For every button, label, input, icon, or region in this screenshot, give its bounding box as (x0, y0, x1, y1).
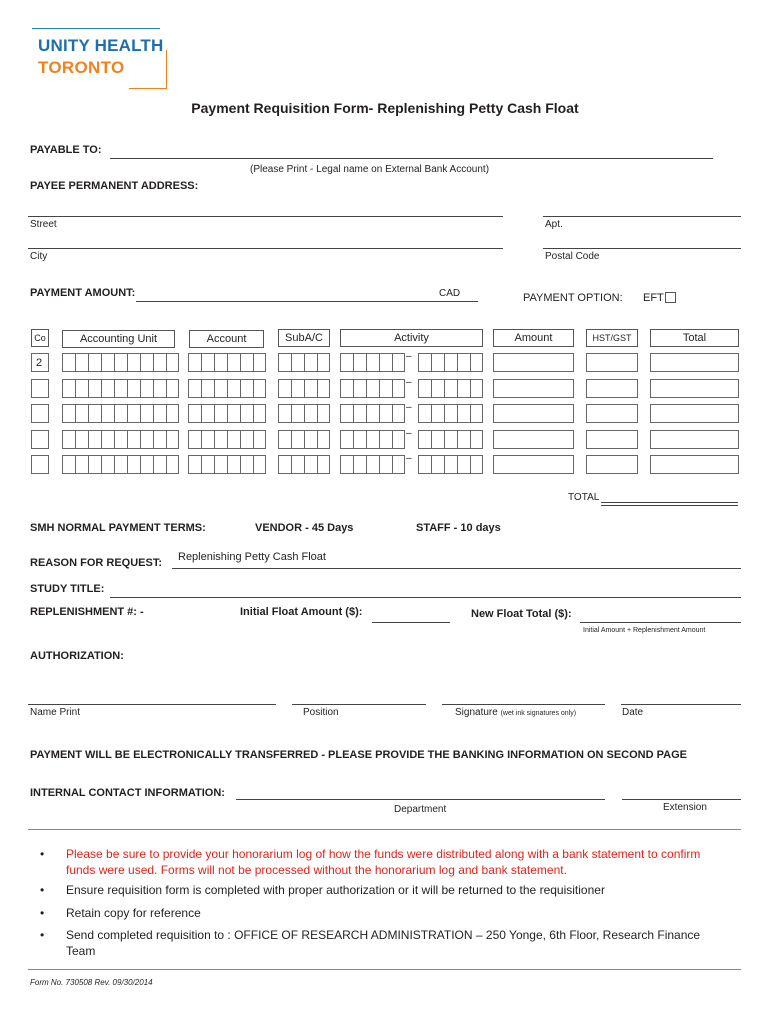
accounting-unit-cell[interactable] (101, 430, 114, 449)
hst-gst-cell[interactable] (586, 379, 638, 398)
row-5-account (188, 455, 266, 474)
accounting-unit-cell[interactable] (166, 353, 179, 372)
name-print-label: Name Print (30, 707, 81, 718)
activity-a-cell[interactable] (366, 379, 379, 398)
suba-c-cell[interactable] (304, 353, 317, 372)
accounting-unit-cell[interactable] (62, 353, 75, 372)
payment-terms-label: SMH NORMAL PAYMENT TERMS: (30, 522, 206, 534)
accounting-unit-cell[interactable] (140, 379, 153, 398)
header-hst-gst: HST/GST (586, 329, 638, 347)
signature-label: Signature (wet ink signatures only) (455, 707, 577, 718)
account-cell[interactable] (201, 353, 214, 372)
co-cell[interactable] (31, 455, 49, 474)
account-cell[interactable] (201, 404, 214, 423)
replenishment-label: REPLENISHMENT #: - (30, 606, 144, 618)
row-2-suba-c (278, 379, 330, 398)
row-2-accounting-unit (62, 379, 179, 398)
amount-cell[interactable] (493, 455, 574, 474)
accounting-unit-cell[interactable] (101, 455, 114, 474)
department-label: Department (394, 804, 447, 815)
extension-field[interactable] (622, 799, 741, 800)
co-cell[interactable] (31, 430, 49, 449)
signature-field[interactable] (442, 704, 605, 705)
total-cell[interactable] (650, 455, 739, 474)
accounting-unit-cell[interactable] (140, 353, 153, 372)
logo-line-2: TORONTO (38, 58, 125, 77)
activity-a-cell[interactable] (340, 430, 353, 449)
account-cell[interactable] (253, 455, 266, 474)
account-cell[interactable] (188, 379, 201, 398)
initial-float-field[interactable] (372, 622, 450, 623)
hst-gst-cell[interactable] (586, 455, 638, 474)
account-cell[interactable] (188, 353, 201, 372)
account-cell[interactable] (227, 379, 240, 398)
activity-b-cell[interactable] (470, 430, 483, 449)
account-cell[interactable] (201, 430, 214, 449)
new-float-field[interactable] (580, 622, 741, 623)
suba-c-cell[interactable] (304, 430, 317, 449)
accounting-unit-cell[interactable] (153, 430, 166, 449)
account-cell[interactable] (214, 404, 227, 423)
header-accounting-unit: Accounting Unit (62, 330, 175, 348)
divider-top (28, 829, 741, 830)
accounting-unit-cell[interactable] (62, 455, 75, 474)
activity-a-cell[interactable] (392, 430, 405, 449)
account-cell[interactable] (240, 379, 253, 398)
bullet-1: • (40, 847, 45, 861)
row-2-activity-a (340, 379, 405, 398)
accounting-unit-cell[interactable] (88, 430, 101, 449)
city-label: City (30, 251, 48, 262)
suba-c-cell[interactable] (291, 430, 304, 449)
hst-gst-cell[interactable] (586, 430, 638, 449)
suba-c-cell[interactable] (278, 404, 291, 423)
account-cell[interactable] (227, 353, 240, 372)
total-field[interactable] (601, 502, 738, 503)
header-total: Total (650, 329, 739, 347)
row-5-total (650, 455, 739, 474)
row-3-activity-b (418, 404, 483, 423)
accounting-unit-cell[interactable] (127, 455, 140, 474)
row-4-co (31, 430, 49, 449)
activity-a-cell[interactable] (379, 353, 392, 372)
postal-code-field[interactable] (543, 248, 741, 249)
float-formula: Initial Amount + Replenishment Amount (583, 627, 706, 634)
account-cell[interactable] (253, 404, 266, 423)
suba-c-cell[interactable] (317, 430, 330, 449)
apt-field[interactable] (543, 216, 741, 217)
row-1-accounting-unit (62, 353, 179, 372)
accounting-unit-cell[interactable] (62, 430, 75, 449)
account-cell[interactable] (227, 430, 240, 449)
accounting-unit-cell[interactable] (127, 379, 140, 398)
accounting-unit-cell[interactable] (101, 404, 114, 423)
row-4-hst-gst (586, 430, 638, 449)
hst-gst-cell[interactable] (586, 404, 638, 423)
payable-to-label: PAYABLE TO: (30, 144, 102, 156)
account-cell[interactable] (201, 455, 214, 474)
activity-a-cell[interactable] (340, 455, 353, 474)
activity-b-cell[interactable] (470, 353, 483, 372)
row-2-account (188, 379, 266, 398)
date-label: Date (622, 707, 644, 718)
activity-b-cell[interactable] (457, 379, 470, 398)
activity-dash: – (406, 377, 412, 388)
account-cell[interactable] (227, 404, 240, 423)
street-label: Street (30, 219, 57, 230)
eft-label: EFT (643, 292, 664, 304)
row-5-amount (493, 455, 574, 474)
accounting-unit-cell[interactable] (62, 404, 75, 423)
accounting-unit-cell[interactable] (101, 353, 114, 372)
vendor-terms: VENDOR - 45 Days (255, 522, 354, 534)
activity-b-cell[interactable] (470, 455, 483, 474)
row-3-co (31, 404, 49, 423)
co-cell[interactable] (31, 404, 49, 423)
note-item-1 (40, 846, 706, 878)
accounting-unit-cell[interactable] (88, 455, 101, 474)
amount-cell[interactable] (493, 379, 574, 398)
activity-b-cell[interactable] (444, 455, 457, 474)
activity-b-cell[interactable] (431, 404, 444, 423)
header-suba-c: SubA/C (278, 329, 330, 347)
row-5-activity-b (418, 455, 483, 474)
accounting-unit-cell[interactable] (127, 430, 140, 449)
activity-dash: – (406, 351, 412, 362)
accounting-unit-cell[interactable] (88, 404, 101, 423)
activity-a-cell[interactable] (353, 430, 366, 449)
note-item-3 (40, 905, 706, 921)
department-field[interactable] (236, 799, 605, 800)
activity-b-cell[interactable] (444, 379, 457, 398)
payment-amount-label: PAYMENT AMOUNT: (30, 287, 136, 299)
row-3-total (650, 404, 739, 423)
suba-c-cell[interactable] (317, 455, 330, 474)
suba-c-cell[interactable] (278, 455, 291, 474)
hst-gst-cell[interactable] (586, 353, 638, 372)
initial-float-label: Initial Float Amount ($): (240, 606, 363, 618)
row-2-total (650, 379, 739, 398)
position-label: Position (303, 707, 339, 718)
row-2-co (31, 379, 49, 398)
total-cell[interactable] (650, 353, 739, 372)
note-text-3: Retain copy for reference (66, 906, 201, 920)
accounting-unit-cell[interactable] (153, 353, 166, 372)
row-1-suba-c (278, 353, 330, 372)
row-3-activity-a (340, 404, 405, 423)
bullet-3: • (40, 906, 45, 920)
suba-c-cell[interactable] (317, 379, 330, 398)
row-3-amount (493, 404, 574, 423)
activity-a-cell[interactable] (340, 404, 353, 423)
account-cell[interactable] (253, 353, 266, 372)
extension-label: Extension (663, 802, 707, 813)
suba-c-cell[interactable] (304, 379, 317, 398)
activity-b-cell[interactable] (431, 430, 444, 449)
total-field-underline (601, 505, 738, 506)
accounting-unit-cell[interactable] (166, 430, 179, 449)
account-cell[interactable] (188, 455, 201, 474)
account-cell[interactable] (240, 404, 253, 423)
activity-a-cell[interactable] (379, 430, 392, 449)
row-1-amount (493, 353, 574, 372)
row-4-activity-a (340, 430, 405, 449)
row-1-hst-gst (586, 353, 638, 372)
activity-b-cell[interactable] (470, 379, 483, 398)
activity-a-cell[interactable] (366, 353, 379, 372)
suba-c-cell[interactable] (278, 353, 291, 372)
header-activity: Activity (340, 329, 483, 347)
accounting-unit-cell[interactable] (153, 404, 166, 423)
activity-dash: – (406, 453, 412, 464)
accounting-unit-cell[interactable] (75, 379, 88, 398)
activity-a-cell[interactable] (353, 353, 366, 372)
note-text-2: Ensure requisition form is completed with proper authorization or it will be returned to the requisitioner (66, 883, 605, 897)
internal-contact-label: INTERNAL CONTACT INFORMATION: (30, 787, 225, 799)
activity-a-cell[interactable] (379, 404, 392, 423)
accounting-unit-cell[interactable] (166, 455, 179, 474)
total-cell[interactable] (650, 430, 739, 449)
signature-note: (wet ink signatures only) (500, 710, 577, 717)
activity-b-cell[interactable] (457, 455, 470, 474)
activity-b-cell[interactable] (431, 455, 444, 474)
suba-c-cell[interactable] (291, 455, 304, 474)
row-1-account (188, 353, 266, 372)
suba-c-cell[interactable] (291, 404, 304, 423)
accounting-unit-cell[interactable] (75, 353, 88, 372)
row-4-accounting-unit (62, 430, 179, 449)
bullet-4: • (40, 928, 45, 942)
account-cell[interactable] (240, 430, 253, 449)
accounting-unit-cell[interactable] (140, 430, 153, 449)
account-cell[interactable] (201, 379, 214, 398)
note-item-2 (40, 882, 706, 898)
row-2-activity-b (418, 379, 483, 398)
activity-a-cell[interactable] (366, 404, 379, 423)
activity-a-cell[interactable] (340, 379, 353, 398)
account-cell[interactable] (253, 430, 266, 449)
activity-a-cell[interactable] (353, 379, 366, 398)
account-cell[interactable] (214, 379, 227, 398)
row-5-activity-a (340, 455, 405, 474)
activity-b-cell[interactable] (431, 353, 444, 372)
header-co: Co (31, 329, 49, 347)
accounting-unit-cell[interactable] (75, 455, 88, 474)
account-cell[interactable] (214, 430, 227, 449)
accounting-unit-cell[interactable] (114, 379, 127, 398)
amount-cell[interactable] (493, 430, 574, 449)
accounting-unit-cell[interactable] (153, 379, 166, 398)
date-field[interactable] (621, 704, 741, 705)
note-text-4: Send completed requisition to : OFFICE OF RESEARCH ADMINISTRATION – 250 Yonge, 6th Floor, Research Finance Team (66, 928, 701, 958)
row-3-accounting-unit (62, 404, 179, 423)
account-cell[interactable] (240, 455, 253, 474)
payable-to-hint: (Please Print - Legal name on External Bank Account) (250, 164, 490, 175)
new-float-label: New Float Total ($): (471, 608, 572, 620)
city-field[interactable] (28, 248, 503, 249)
row-1-co-value[interactable]: 2 (36, 357, 43, 369)
bullet-2: • (40, 883, 45, 897)
activity-b-cell[interactable] (457, 430, 470, 449)
activity-b-cell[interactable] (470, 404, 483, 423)
co-cell[interactable] (31, 379, 49, 398)
activity-a-cell[interactable] (392, 379, 405, 398)
staff-terms: STAFF - 10 days (416, 522, 501, 534)
row-1-activity-b (418, 353, 483, 372)
reason-value[interactable]: Replenishing Petty Cash Float (178, 551, 326, 563)
suba-c-cell[interactable] (317, 353, 330, 372)
accounting-unit-cell[interactable] (153, 455, 166, 474)
suba-c-cell[interactable] (291, 379, 304, 398)
total-label: TOTAL (568, 492, 600, 503)
row-2-hst-gst (586, 379, 638, 398)
row-3-suba-c (278, 404, 330, 423)
activity-b-cell[interactable] (457, 404, 470, 423)
activity-a-cell[interactable] (379, 455, 392, 474)
total-cell[interactable] (650, 379, 739, 398)
study-title-field[interactable] (110, 597, 741, 598)
accounting-unit-cell[interactable] (127, 404, 140, 423)
postal-code-label: Postal Code (545, 251, 600, 262)
eft-checkbox[interactable] (665, 292, 676, 303)
row-4-account (188, 430, 266, 449)
apt-label: Apt. (545, 219, 563, 230)
suba-c-cell[interactable] (291, 353, 304, 372)
reason-label: REASON FOR REQUEST: (30, 557, 163, 569)
row-5-accounting-unit (62, 455, 179, 474)
activity-b-cell[interactable] (418, 353, 431, 372)
accounting-unit-cell[interactable] (75, 430, 88, 449)
accounting-unit-cell[interactable] (114, 404, 127, 423)
row-3-hst-gst (586, 404, 638, 423)
total-cell[interactable] (650, 404, 739, 423)
activity-b-cell[interactable] (431, 379, 444, 398)
account-cell[interactable] (240, 353, 253, 372)
accounting-unit-cell[interactable] (166, 379, 179, 398)
activity-b-cell[interactable] (444, 404, 457, 423)
account-cell[interactable] (253, 379, 266, 398)
accounting-unit-cell[interactable] (88, 379, 101, 398)
activity-a-cell[interactable] (353, 455, 366, 474)
reason-field (172, 568, 741, 569)
activity-b-cell[interactable] (457, 353, 470, 372)
suba-c-cell[interactable] (304, 404, 317, 423)
payment-option-label: PAYMENT OPTION: (523, 292, 623, 304)
activity-dash: – (406, 428, 412, 439)
payment-amount-field[interactable] (136, 301, 478, 302)
accounting-unit-cell[interactable] (127, 353, 140, 372)
amount-cell[interactable] (493, 353, 574, 372)
account-cell[interactable] (188, 404, 201, 423)
activity-a-cell[interactable] (392, 404, 405, 423)
amount-cell[interactable] (493, 404, 574, 423)
address-label: PAYEE PERMANENT ADDRESS: (30, 180, 199, 192)
suba-c-cell[interactable] (304, 455, 317, 474)
activity-a-cell[interactable] (366, 455, 379, 474)
accounting-unit-cell[interactable] (114, 455, 127, 474)
accounting-unit-cell[interactable] (114, 430, 127, 449)
activity-a-cell[interactable] (366, 430, 379, 449)
suba-c-cell[interactable] (278, 379, 291, 398)
banking-notice: PAYMENT WILL BE ELECTRONICALLY TRANSFERRED - PLEASE PROVIDE THE BANKING INFORMATION ON SECOND PAGE (30, 749, 687, 761)
suba-c-cell[interactable] (317, 404, 330, 423)
accounting-unit-cell[interactable] (88, 353, 101, 372)
activity-a-cell[interactable] (340, 353, 353, 372)
accounting-unit-cell[interactable] (101, 379, 114, 398)
row-5-suba-c (278, 455, 330, 474)
row-5-hst-gst (586, 455, 638, 474)
position-field[interactable] (292, 704, 426, 705)
accounting-unit-cell[interactable] (114, 353, 127, 372)
activity-a-cell[interactable] (379, 379, 392, 398)
account-cell[interactable] (227, 455, 240, 474)
activity-b-cell[interactable] (418, 404, 431, 423)
row-1-activity-a (340, 353, 405, 372)
account-cell[interactable] (188, 430, 201, 449)
activity-a-cell[interactable] (392, 455, 405, 474)
activity-b-cell[interactable] (418, 379, 431, 398)
activity-b-cell[interactable] (444, 353, 457, 372)
row-4-total (650, 430, 739, 449)
activity-b-cell[interactable] (444, 430, 457, 449)
payable-to-field[interactable] (110, 158, 713, 159)
accounting-unit-cell[interactable] (140, 404, 153, 423)
account-cell[interactable] (214, 353, 227, 372)
activity-a-cell[interactable] (353, 404, 366, 423)
row-4-suba-c (278, 430, 330, 449)
account-cell[interactable] (214, 455, 227, 474)
row-4-activity-b (418, 430, 483, 449)
row-5-co (31, 455, 49, 474)
form-number: Form No. 730508 Rev. 09/30/2014 (30, 978, 153, 987)
activity-dash: – (406, 402, 412, 413)
note-item-4 (40, 927, 706, 959)
accounting-unit-cell[interactable] (75, 404, 88, 423)
header-account: Account (189, 330, 264, 348)
accounting-unit-cell[interactable] (166, 404, 179, 423)
name-print-field[interactable] (28, 704, 276, 705)
street-field[interactable] (28, 216, 503, 217)
divider-bottom (28, 969, 741, 970)
row-2-amount (493, 379, 574, 398)
header-amount: Amount (493, 329, 574, 347)
activity-b-cell[interactable] (418, 455, 431, 474)
row-3-account (188, 404, 266, 423)
authorization-label: AUTHORIZATION: (30, 650, 124, 662)
activity-b-cell[interactable] (418, 430, 431, 449)
accounting-unit-cell[interactable] (62, 379, 75, 398)
accounting-unit-cell[interactable] (140, 455, 153, 474)
suba-c-cell[interactable] (278, 430, 291, 449)
row-4-amount (493, 430, 574, 449)
study-title-label: STUDY TITLE: (30, 583, 105, 595)
note-text-1: Please be sure to provide your honorarium log of how the funds were distributed along with a bank statement to confirm funds were used. Forms will not be processed without the honorarium log and bank statement. (66, 847, 701, 877)
logo-line-1: UNITY HEALTH (38, 36, 164, 55)
row-1-total (650, 353, 739, 372)
activity-a-cell[interactable] (392, 353, 405, 372)
page-title: Payment Requisition Form- Replenishing Petty Cash Float (191, 100, 579, 116)
currency-label: CAD (439, 288, 461, 299)
